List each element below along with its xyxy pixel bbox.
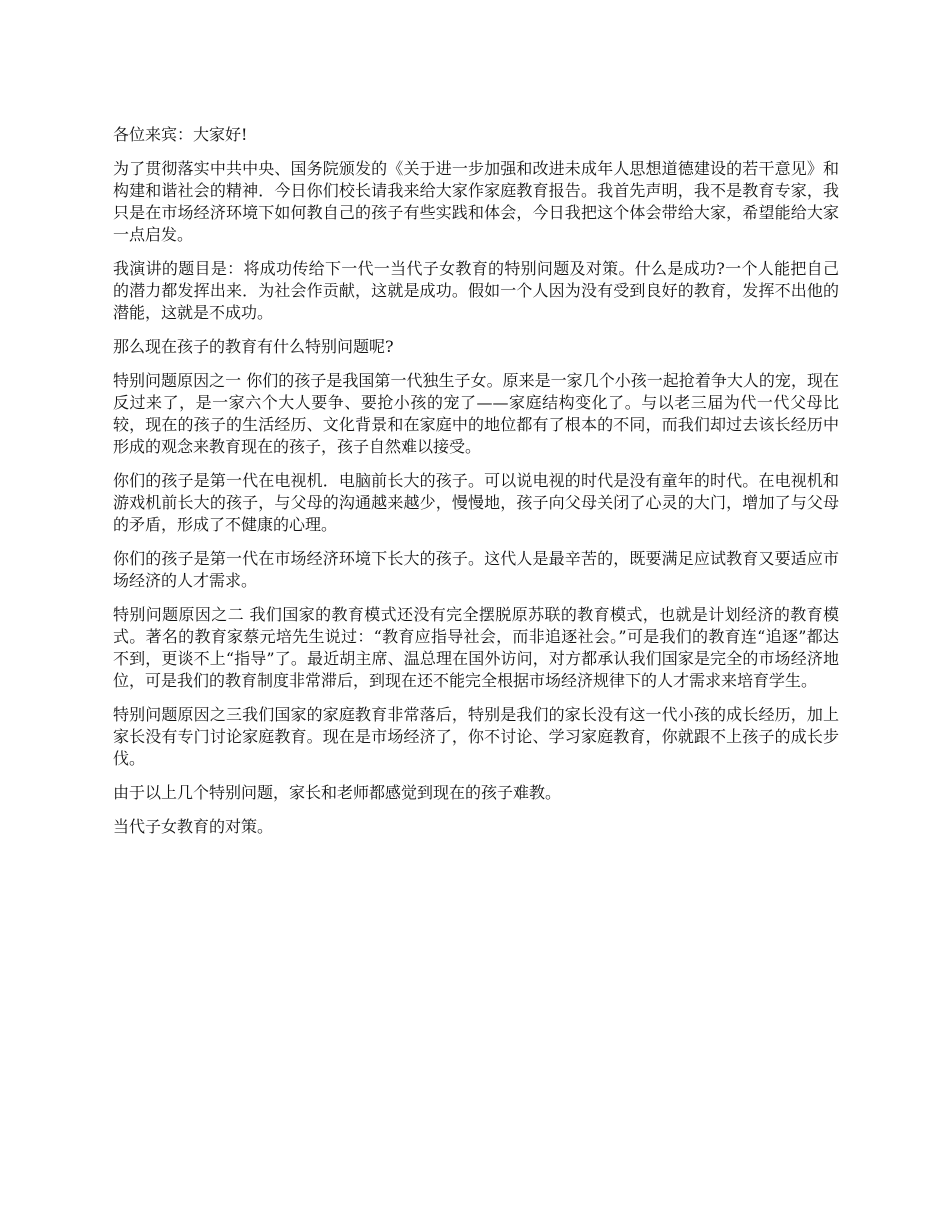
countermeasures-heading: 当代子女教育的对策。 — [113, 817, 274, 836]
question-paragraph: 那么现在孩子的教育有什么特别问题呢? — [113, 337, 394, 356]
reason-three-paragraph: 特别问题原因之三我们国家的家庭教育非常落后，特别是我们的家长没有这一代小孩的成长经历，加上家长没有专门讨论家庭教育。现在是市场经济了，你不讨论、学习家庭教育，你就跟不上孩子的成长步伐。 — [113, 705, 839, 768]
topic-paragraph: 我演讲的题目是：将成功传给下一代一当代子女教育的特别问题及对策。什么是成功?一个人能把自己的潜力都发挥出来．为社会作贡献，这就是成功。假如一个人因为没有受到良好的教育，发挥不出他的潜能，这就是不成功。 — [113, 259, 839, 322]
reason-one-paragraph: 特别问题原因之一 你们的孩子是我国第一代独生子女。原来是一家几个小孩一起抢着争大人的宠，现在反过来了，是一家六个大人要争、要抢小孩的宠了——家庭结构变化了。与以老三届为代一代父母比较，现在的孩子的生活经历、文化背景和在家庭中的地位都有了根本的不同，而我们却过去该长经历中形成的观念来教育现在的孩子，孩子自然难以接受。 — [113, 371, 839, 456]
market-generation-paragraph: 你们的孩子是第一代在市场经济环境下长大的孩子。这代人是最辛苦的，既要满足应试教育又要适应市场经济的人才需求。 — [113, 549, 839, 590]
reason-two-paragraph: 特别问题原因之二 我们国家的教育模式还没有完全摆脱原苏联的教育模式，也就是计划经济的教育模式。著名的教育家蔡元培先生说过：“教育应指导社会，而非追逐社会。”可是我们的教育连“追逐”都达不到，更谈不上“指导”了。最近胡主席、温总理在国外访问，对方都承认我们国家是完全的市场经济地位，可是我们的教育制度非常滞后，到现在还不能完全根据市场经济规律下的人才需求来培育学生。 — [113, 605, 839, 690]
document-body — [113, 124, 839, 850]
intro-paragraph: 为了贯彻落实中共中央、国务院颁发的《关于进一步加强和改进未成年人思想道德建设的若干意见》和构建和谐社会的精神．今日你们校长请我来给大家作家庭教育报告。我首先声明，我不是教育专家，我只是在市场经济环境下如何教自己的孩子有些实践和体会，今日我把这个体会带给大家，希望能给大家一点启发。 — [113, 159, 839, 244]
greeting-paragraph: 各位来宾：大家好! — [113, 125, 248, 144]
tv-generation-paragraph: 你们的孩子是第一代在电视机．电脑前长大的孩子。可以说电视的时代是没有童年的时代。在电视机和游戏机前长大的孩子，与父母的沟通越来越少，慢慢地，孩子向父母关闭了心灵的大门，增加了与父母的矛盾，形成了不健康的心理。 — [113, 471, 839, 534]
summary-paragraph: 由于以上几个特别问题，家长和老师都感觉到现在的孩子难教。 — [113, 783, 562, 802]
